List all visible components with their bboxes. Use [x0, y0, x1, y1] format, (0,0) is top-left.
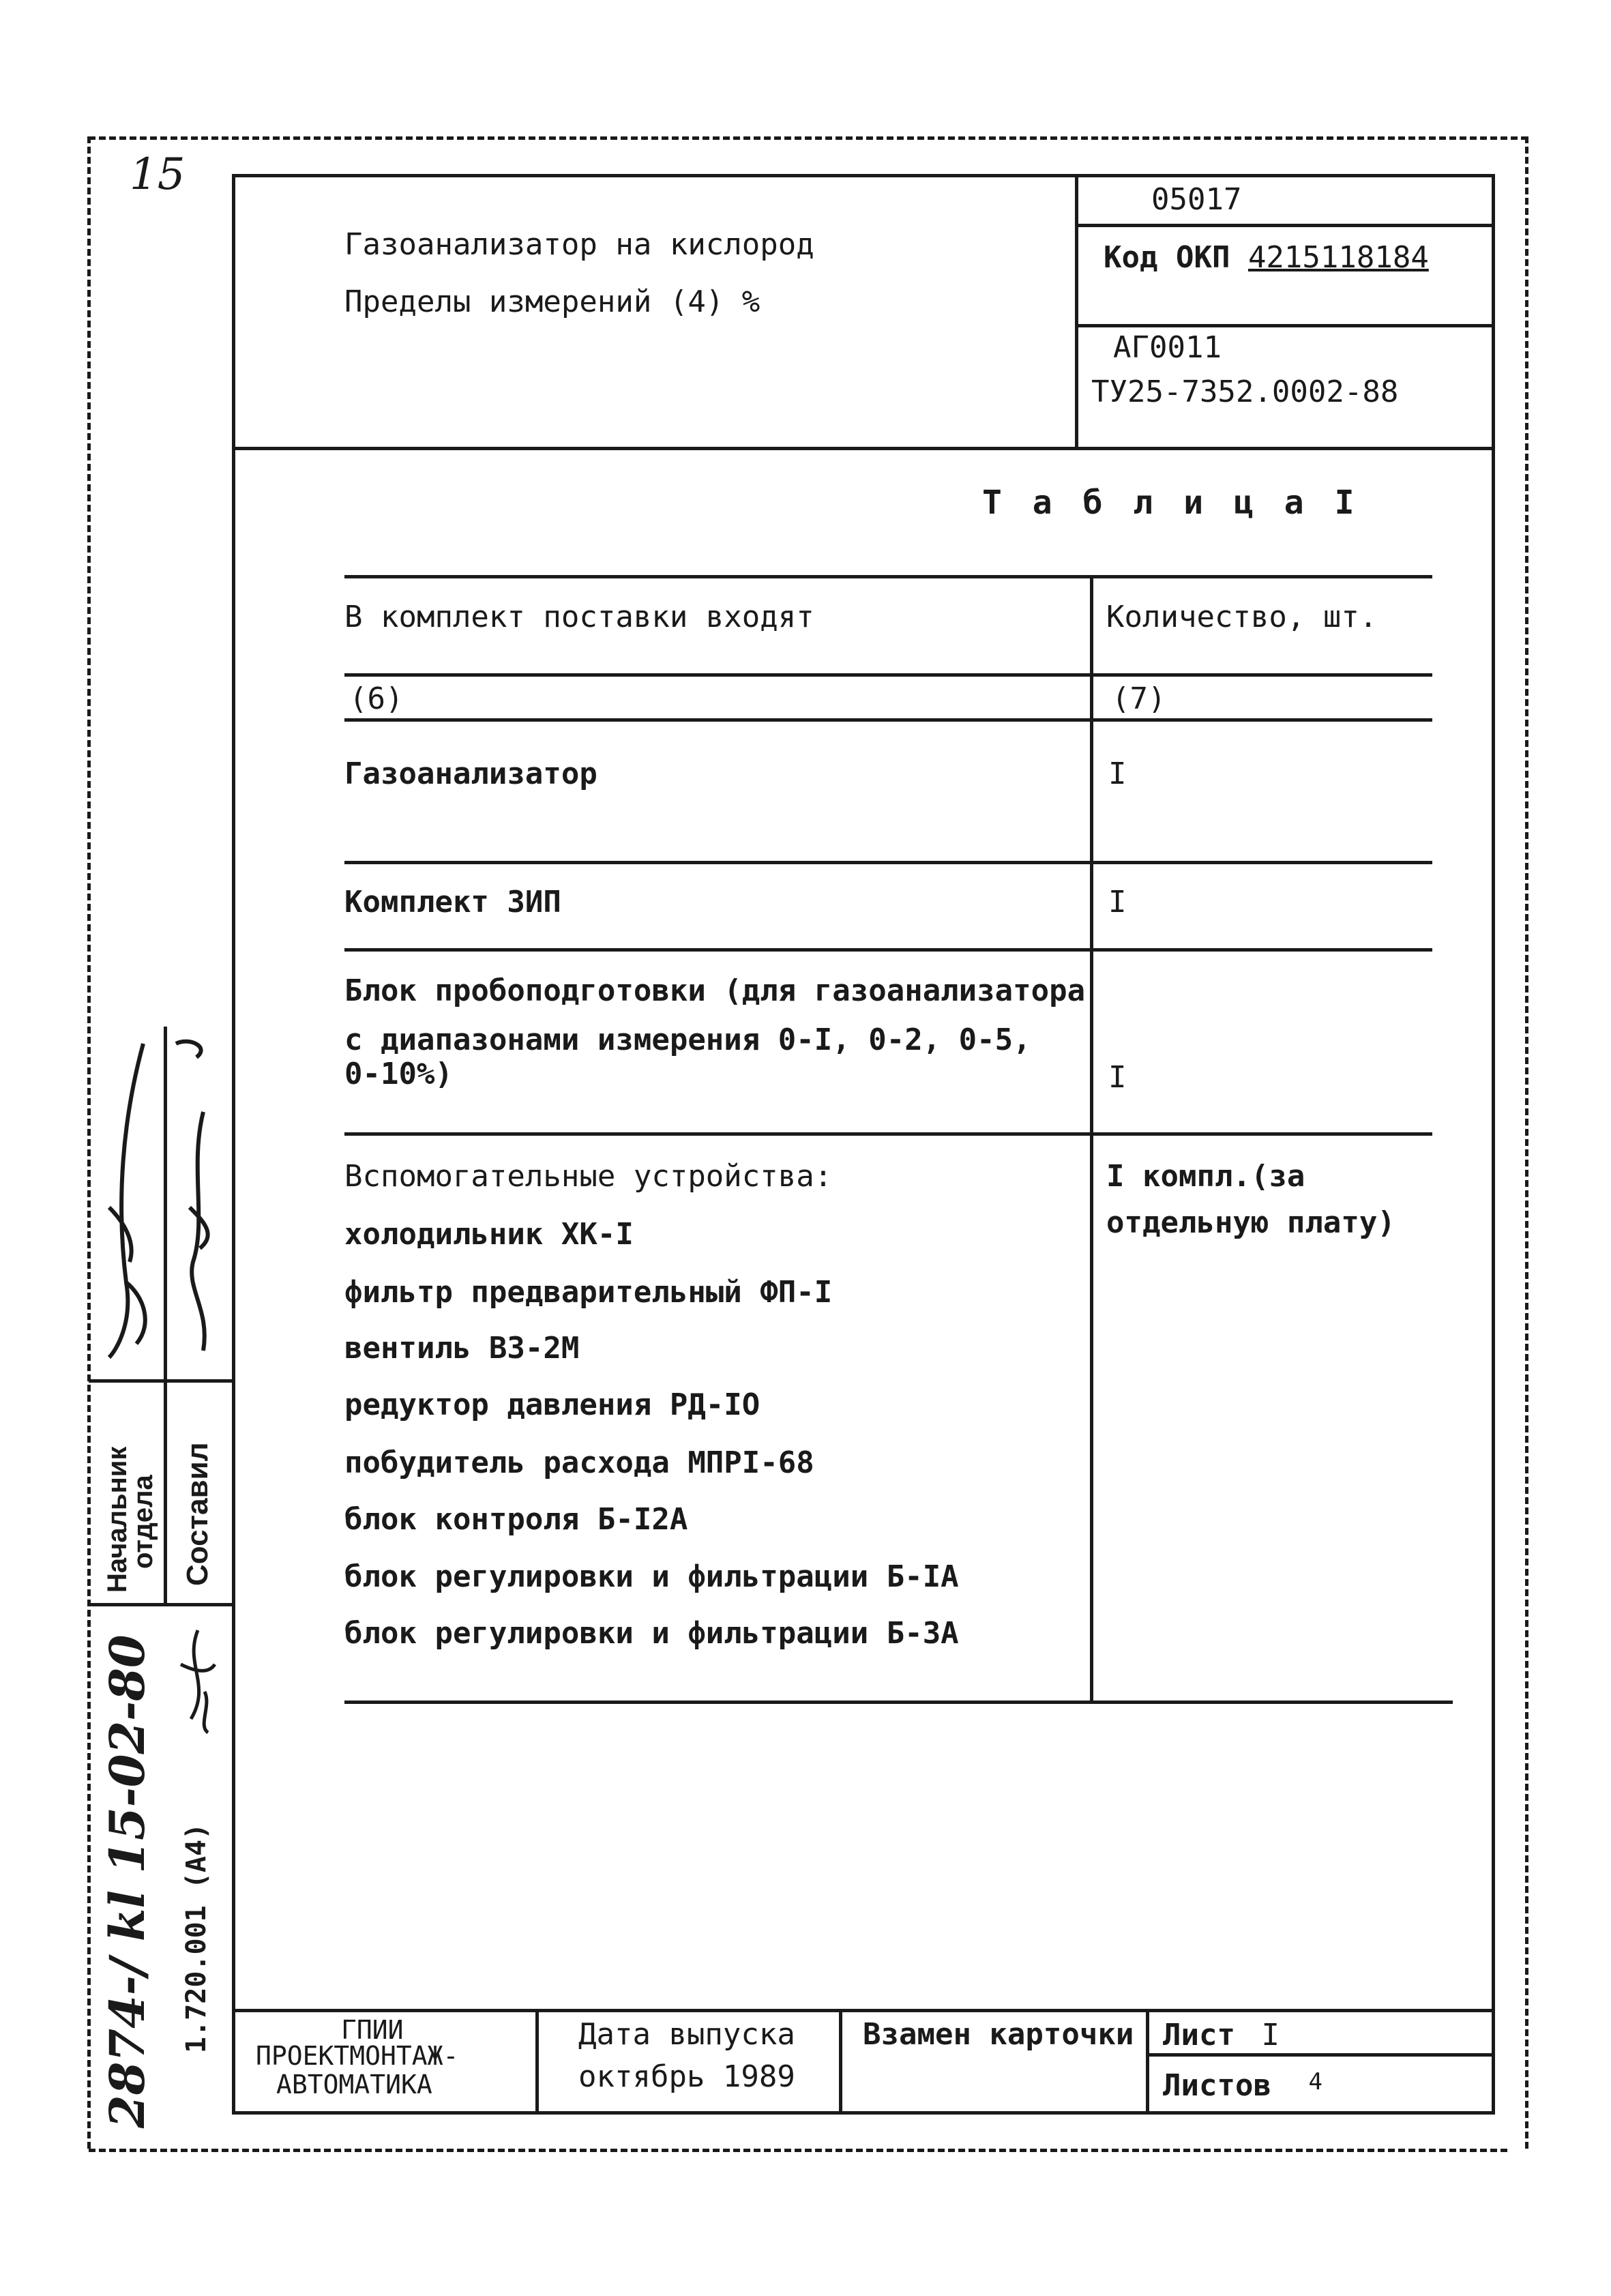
- card-code: 05017: [1151, 182, 1242, 217]
- table-row-1-item: Газоанализатор: [344, 756, 597, 791]
- replaces-card-label: Взамен карточки: [863, 2017, 1134, 2052]
- head-of-department-label-1: Начальник: [102, 1446, 132, 1593]
- table-row-4-item-line-8: блок регулировки и фильтрации Б-IА: [344, 1559, 959, 1594]
- head-signature: [95, 1037, 164, 1364]
- sign-block-top-line: [89, 1379, 233, 1383]
- column-ref-quantity: (7): [1112, 681, 1166, 716]
- table-row-3-item-line-1: Блок пробоподготовки (для газоанализатора: [344, 973, 1086, 1008]
- sign-block-bottom-line: [89, 1603, 233, 1606]
- registration-number: 2874-/ kl 15-02-80: [99, 1634, 156, 2128]
- table-row-4-item-line-1: Вспомогательные устройства:: [344, 1159, 833, 1194]
- table-row-4-item-line-6: побудитель расхода МПРI-68: [344, 1445, 814, 1480]
- date-signature: [171, 1623, 225, 1739]
- sheet-label: Лист: [1163, 2018, 1235, 2052]
- table-row-2-item: Комплект ЗИП: [344, 885, 561, 919]
- org-name-line-1: ГПИИ: [341, 2015, 404, 2045]
- org-name-line-3: АВТОМАТИКА: [276, 2070, 432, 2100]
- org-name-line-2: ПРОЕКТМОНТАЖ-: [256, 2041, 459, 2071]
- table-row-4-item-line-7: блок контроля Б-I2А: [344, 1502, 688, 1537]
- table-row-3-item-line-2: с диапазонами измерения 0-I, 0-2, 0-5,: [344, 1022, 1031, 1057]
- column-ref-items: (6): [349, 681, 404, 716]
- header-bottom-line: [232, 447, 1495, 450]
- card-left-border: [232, 174, 235, 2115]
- table-bottom-line: [344, 1701, 1453, 1704]
- footer-divider-2: [839, 2009, 842, 2111]
- table-row-3-qty: I: [1108, 1060, 1127, 1095]
- card-right-border: [1492, 174, 1495, 2115]
- table-row-4-qty-line-1: I компл.(за: [1106, 1159, 1305, 1194]
- table-row-4-qty-line-2: отдельную плату): [1106, 1205, 1395, 1240]
- footer-divider-1: [535, 2009, 539, 2111]
- table-row-4-item-line-9: блок регулировки и фильтрации Б-3А: [344, 1616, 959, 1651]
- table-caption: Т а б л и ц а I: [982, 484, 1360, 522]
- page-border-right: [1525, 136, 1528, 2149]
- sheet-number: [1163, 2018, 1280, 2052]
- head-of-department-label-2: отдела: [128, 1475, 158, 1569]
- table-row-line-3: [344, 1132, 1432, 1136]
- model-code: АГ0011: [1113, 330, 1222, 365]
- header-top-line: [232, 174, 1495, 177]
- table-row-2-qty: I: [1108, 885, 1127, 919]
- table-row-line-1: [344, 861, 1432, 864]
- table-row-1-qty: I: [1108, 756, 1127, 791]
- footer-bottom-line: [232, 2111, 1495, 2115]
- table-row-4-item-line-5: редуктор давления РД-IO: [344, 1387, 760, 1422]
- issue-date-label: Дата выпуска: [578, 2017, 795, 2052]
- table-row-3-item-line-3: 0-10%): [344, 1057, 453, 1091]
- measurement-limits: Пределы измерений (4) %: [344, 284, 760, 319]
- card-title: Газоанализатор на кислород: [344, 227, 814, 262]
- table-row-4-item-line-3: фильтр предварительный ФП-I: [344, 1275, 833, 1310]
- page-border-top: [89, 136, 1528, 140]
- footer-top-line: [232, 2009, 1495, 2012]
- sheets-total: [1163, 2068, 1322, 2103]
- header-divider: [1075, 174, 1078, 447]
- page-border-left: [87, 136, 91, 2149]
- spec-code: ТУ25-7352.0002-88: [1091, 374, 1399, 409]
- table-row-4-item-line-4: вентиль ВЗ-2М: [344, 1331, 580, 1366]
- okp-code: [1104, 240, 1429, 275]
- sheet-value: I: [1261, 2018, 1280, 2052]
- form-code: 1.720.001 (А4): [181, 1823, 212, 2053]
- column-header-quantity: Количество, шт.: [1106, 600, 1378, 634]
- footer-divider-3: [1146, 2009, 1149, 2111]
- composer-signature: [169, 1030, 231, 1371]
- sheets-value: 4: [1308, 2068, 1322, 2095]
- table-column-divider: [1090, 575, 1093, 1704]
- table-top-line: [344, 575, 1432, 578]
- okp-value: 4215118184: [1247, 240, 1429, 275]
- page-border-bottom: [89, 2149, 1507, 2152]
- page-number: 15: [130, 149, 186, 200]
- okp-label: Код ОКП: [1104, 240, 1230, 275]
- table-row-line-2: [344, 948, 1432, 952]
- column-header-items: В комплект поставки входят: [344, 600, 814, 634]
- table-ref-line: [344, 718, 1432, 722]
- sign-column-divider: [164, 1027, 167, 1603]
- table-header-line: [344, 673, 1432, 677]
- issue-date-value: октябрь 1989: [578, 2059, 795, 2094]
- composed-by-label: Составил: [181, 1442, 214, 1586]
- okp-cell-line: [1075, 324, 1495, 327]
- code-cell-line: [1075, 224, 1495, 227]
- footer-sheet-line: [1146, 2053, 1495, 2057]
- table-row-4-item-line-2: холодильник ХК-I: [344, 1217, 634, 1252]
- sheets-label: Листов: [1163, 2068, 1271, 2103]
